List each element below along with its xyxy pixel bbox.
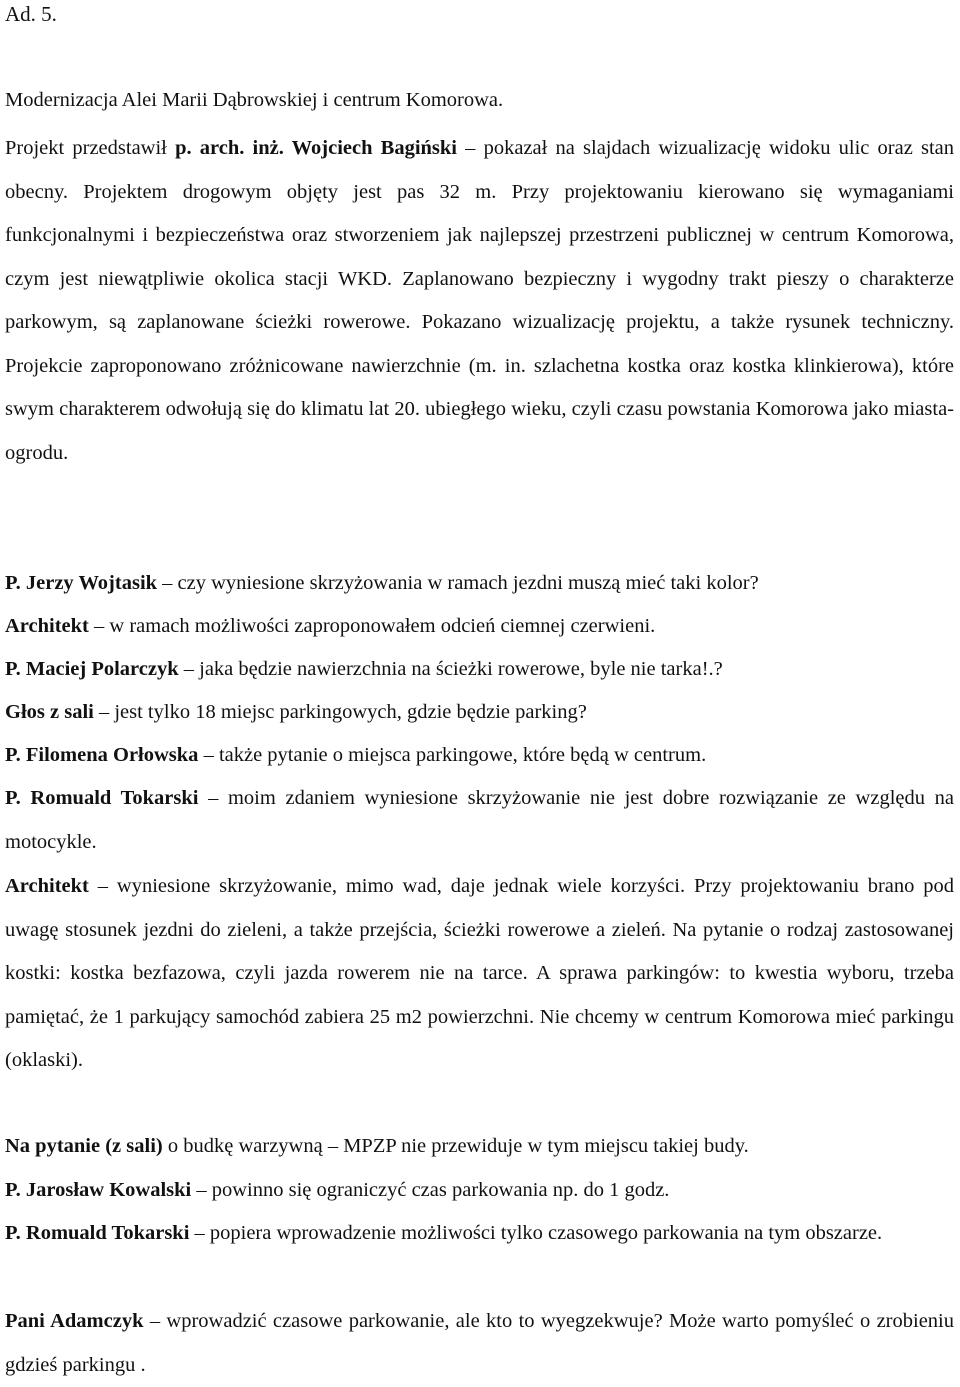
statement-pani-adamczyk	[5, 1300, 954, 1387]
statement-romuald-tokarski-1	[5, 777, 954, 864]
intro-text-before: Projekt przedstawił	[5, 137, 176, 159]
speaker-name: P. Romuald Tokarski	[5, 787, 199, 809]
statement-text: – jaka będzie nawierzchnia na ścieżki rowerowe, byle nie tarka!.?	[178, 658, 723, 680]
statement-question-from-audience	[5, 1125, 954, 1169]
speaker-name: P. Jerzy Wojtasik	[5, 572, 158, 594]
agenda-item-title: Modernizacja Alei Marii Dąbrowskiej i centrum Komorowa.	[5, 89, 504, 111]
architect-name: p. arch. inż. Wojciech Bagiński	[175, 137, 458, 159]
speaker-name: Architekt	[5, 615, 89, 637]
statement-glos-z-sali	[5, 691, 954, 735]
statement-romuald-tokarski-2	[5, 1212, 954, 1256]
project-presentation-paragraph	[5, 127, 954, 475]
section-heading: Ad. 5.	[5, 2, 57, 26]
speaker-name: Architekt	[5, 875, 89, 897]
statement-text: – jest tylko 18 miejsc parkingowych, gdzie będzie parking?	[93, 701, 587, 723]
statement-text: – popiera wprowadzenie możliwości tylko czasowego parkowania na tym obszarze.	[189, 1222, 883, 1244]
intro-text-after: – pokazał na slajdach wizualizację widoku ulic oraz stan obecny. Projektem drogowym objęty jest pas 32 m. Przy projektowaniu kierowano się wymaganiami funkcjonalnymi i bezpieczeństwa oraz stworzeniem jak najlepszej przestrzeni publicznej w centrum Komorowa, czym jest niewątpliwie okolica stacji WKD. Zaplanowano bezpieczny i wygodny trakt pieszy o charakterze parkowym, są zaplanowane ścieżki rowerowe. Pokazano wizualizację projektu, a także rysunek techniczny. Projekcie zaproponowano zróżnicowane nawierzchnie (m. in. szlachetna kostka oraz kostka klinkierowa), które swym charakterem odwołują się do klimatu lat 20. ubiegłego wieku, czyli czasu powstania Komorowa jako miasta-ogrodu.	[5, 137, 955, 464]
statement-architekt-1	[5, 605, 954, 649]
statement-jaroslaw-kowalski	[5, 1169, 954, 1213]
speaker-name: P. Jarosław Kowalski	[5, 1179, 192, 1201]
statement-architekt-2	[5, 865, 954, 1083]
statement-text: – wyniesione skrzyżowanie, mimo wad, daje jednak wiele korzyści. Przy projektowaniu brano pod uwagę stosunek jezdni do zieleni, a także przejścia, ścieżki rowerowe a zieleń. Na pytanie o rodzaj zastosowanej kostki: kostka bezfazowa, czyli jazda rowerem nie na tarce. A sprawa parkingów: to kwestia wyboru, trzeba pamiętać, że 1 parkujący samochód zabiera 25 m2 powierzchni. Nie chcemy w centrum Komorowa mieć parkingu (oklaski).	[5, 875, 954, 1071]
speaker-name: P. Romuald Tokarski	[5, 1222, 190, 1244]
speaker-name: P. Filomena Orłowska	[5, 744, 199, 766]
speaker-name: P. Maciej Polarczyk	[5, 658, 179, 680]
statement-text: – w ramach możliwości zaproponowałem odcień ciemnej czerwieni.	[88, 615, 656, 637]
statement-text: – powinno się ograniczyć czas parkowania np. do 1 godz.	[191, 1179, 670, 1201]
speaker-name: Pani Adamczyk	[5, 1310, 144, 1332]
statement-text: o budkę warzywną – MPZP nie przewiduje w tym miejscu takiej budy.	[162, 1135, 749, 1157]
statement-filomena-orlowska	[5, 734, 954, 778]
statement-text: – wprowadzić czasowe parkowanie, ale kto to wyegzekwuje? Może warto pomyśleć o zrobieniu gdzieś parkingu .	[5, 1310, 954, 1376]
statement-text: – także pytanie o miejsca parkingowe, które będą w centrum.	[198, 744, 707, 766]
statement-jerzy-wojtasik	[5, 562, 954, 606]
statement-text: – moim zdaniem wyniesione skrzyżowanie nie jest dobre rozwiązanie ze względu na motocykle.	[5, 787, 954, 853]
speaker-name: Na pytanie (z sali)	[5, 1135, 163, 1157]
statement-maciej-polarczyk	[5, 648, 954, 692]
statement-text: – czy wyniesione skrzyżowania w ramach jezdni muszą mieć taki kolor?	[157, 572, 759, 594]
speaker-name: Głos z sali	[5, 701, 94, 723]
